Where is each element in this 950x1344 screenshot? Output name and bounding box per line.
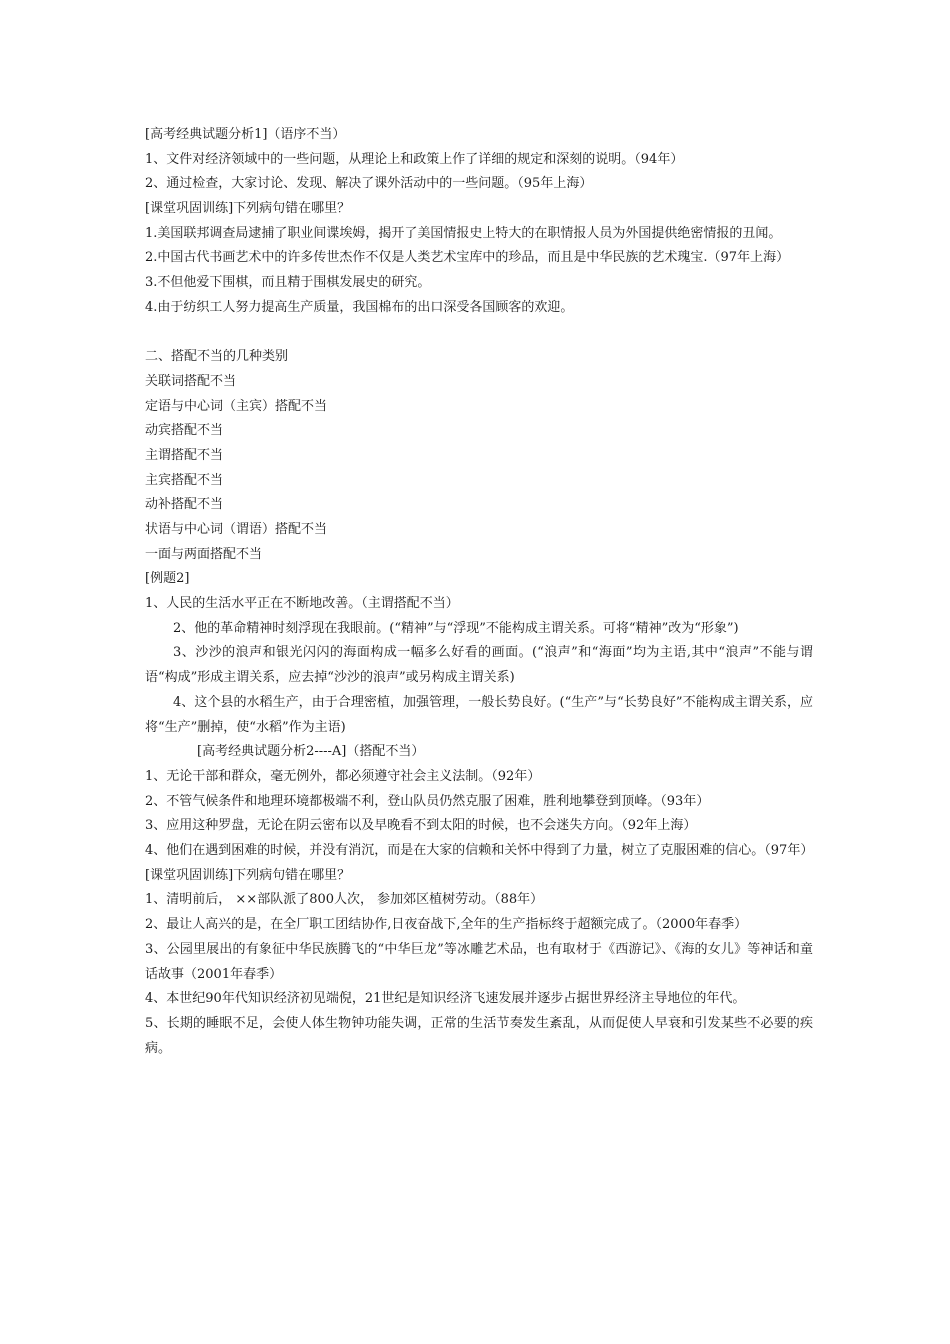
example-item: 4、这个县的水稻生产，由于合理密植，加强管理，一般长势良好。(“生产”与“长势良好”不能构成主谓关系，应将“生产”删掉，使“水稻”作为主语) — [145, 694, 813, 735]
practice1-item: 3.不但他爱下围棋，而且精于围棋发展史的研究。 — [145, 275, 431, 291]
category-item: 状语与中心词（谓语）搭配不当 — [145, 522, 328, 538]
category-item: 主谓搭配不当 — [145, 447, 224, 463]
example-item: 3、沙沙的浪声和银光闪闪的海面构成一幅多么好看的画面。(“浪声”和“海面”均为主语,其中“浪声”不能与谓语“构成”形成主谓关系，应去掉“沙沙的浪声”或另构成主谓关系) — [145, 645, 813, 686]
blank-line — [145, 321, 813, 346]
analysis2-item: 4、他们在遇到困难的时候，并没有消沉，而是在大家的信赖和关怀中得到了力量，树立了克服困难的信心。（97年） — [145, 843, 814, 859]
practice2-item: 4、本世纪90年代知识经济初见端倪，21世纪是知识经济飞速发展并逐步占据世界经济主导地位的年代。 — [145, 991, 746, 1007]
practice2-item: 5、长期的睡眠不足，会使人体生物钟功能失调，正常的生活节奏发生紊乱，从而促使人早衰和引发某些不必要的疾病。 — [145, 1015, 813, 1056]
document-body — [145, 123, 813, 1061]
analysis1-item: 2、通过检查，大家讨论、发现、解决了课外活动中的一些问题。（95年上海） — [145, 176, 593, 192]
analysis1-item: 1、文件对经济领域中的一些问题，从理论上和政策上作了详细的规定和深刻的说明。（94年） — [145, 151, 684, 167]
practice1-heading: [课堂巩固训练]下列病句错在哪里？ — [145, 201, 351, 217]
practice2-item: 3、公园里展出的有象征中华民族腾飞的“中华巨龙”等冰雕艺术品，也有取材于《西游记》、《海的女儿》等神话和童话故事（2001年春季） — [145, 941, 813, 982]
category-item: 定语与中心词（主宾）搭配不当 — [145, 398, 328, 414]
practice1-item: 1.美国联邦调查局逮捕了职业间谍埃姆，揭开了美国情报史上特大的在职情报人员为外国提供绝密情报的丑闻。 — [145, 225, 782, 241]
analysis2-item: 2、不管气候条件和地理环境都极端不利，登山队员仍然克服了困难，胜利地攀登到顶峰。（93年） — [145, 793, 710, 809]
practice2-item: 2、最让人高兴的是，在全厂职工团结协作,日夜奋战下,全年的生产指标终于超额完成了。（2000年春季） — [145, 917, 748, 933]
practice2-heading: [课堂巩固训练]下列病句错在哪里？ — [145, 867, 351, 883]
section1-heading: [高考经典试题分析1]（语序不当） — [145, 127, 346, 142]
example-item: 1、人民的生活水平正在不断地改善。（主谓搭配不当） — [145, 596, 459, 612]
analysis2-item: 1、无论干部和群众，毫无例外，都必须遵守社会主义法制。（92年） — [145, 768, 541, 784]
section2-heading: 二、搭配不当的几种类别 — [145, 349, 289, 365]
practice2-item: 1、清明前后， ××部队派了800人次， 参加郊区植树劳动。（88年） — [145, 892, 544, 908]
category-item: 主宾搭配不当 — [145, 472, 224, 488]
category-item: 关联词搭配不当 — [145, 373, 237, 389]
practice1-item: 4.由于纺织工人努力提高生产质量，我国棉布的出口深受各国顾客的欢迎。 — [145, 299, 574, 315]
category-item: 动补搭配不当 — [145, 497, 224, 513]
analysis2-item: 3、应用这种罗盘，无论在阴云密布以及早晚看不到太阳的时候，也不会迷失方向。（92年上海） — [145, 818, 697, 834]
example-item: 2、他的革命精神时刻浮现在我眼前。(“精神”与“浮现”不能构成主谓关系。可将“精神”改为“形象”) — [173, 620, 739, 636]
category-item: 一面与两面搭配不当 — [145, 546, 263, 562]
practice1-item: 2.中国古代书画艺术中的许多传世杰作不仅是人类艺术宝库中的珍品，而且是中华民族的艺术瑰宝.（97年上海） — [145, 250, 790, 266]
example-heading: [例题2] — [145, 571, 190, 587]
analysis2-heading: [高考经典试题分析2----A]（搭配不当） — [197, 744, 425, 760]
category-item: 动宾搭配不当 — [145, 423, 224, 439]
